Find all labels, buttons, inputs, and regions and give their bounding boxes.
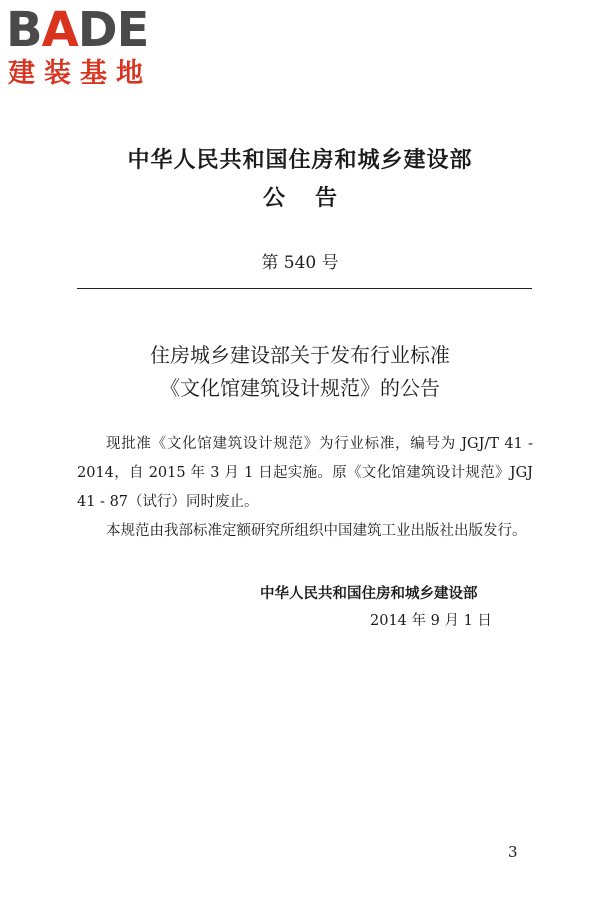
body-paragraph-2: 本规范由我部标准定额研究所组织中国建筑工业出版社出版发行。 [106,523,527,539]
document-number: 第 540 号 [261,253,339,273]
logo-letters-de: DE [77,2,149,58]
issuer-name: 中华人民共和国住房和城乡建设部 [127,148,473,173]
body-paragraph-1: 现批准《文化馆建筑设计规范》为行业标准，编号为 JGJ/T 41 - 2014，自 2015 年 3 月 1 日起实施。原《文化馆建筑设计规范》JGJ 41 - 87（试行）同时废止。 [77,436,533,510]
page-number: 3 [508,843,518,861]
bade-logo [6,4,176,94]
announcement-title [0,339,600,405]
title-line-1: 住房城乡建设部关于发布行业标准 [150,343,450,367]
logo-letter-b: B [6,2,42,58]
signature-date: 2014 年 9 月 1 日 [370,613,492,629]
header-divider [77,288,532,289]
document-type: 公告 [262,186,367,211]
logo-wordmark [6,4,148,56]
signature-organization: 中华人民共和国住房和城乡建设部 [260,586,478,602]
logo-letter-a: A [41,2,78,58]
logo-subtitle: 建装基地 [8,58,152,89]
title-line-2: 《文化馆建筑设计规范》的公告 [160,376,440,400]
announcement-body [77,430,533,546]
